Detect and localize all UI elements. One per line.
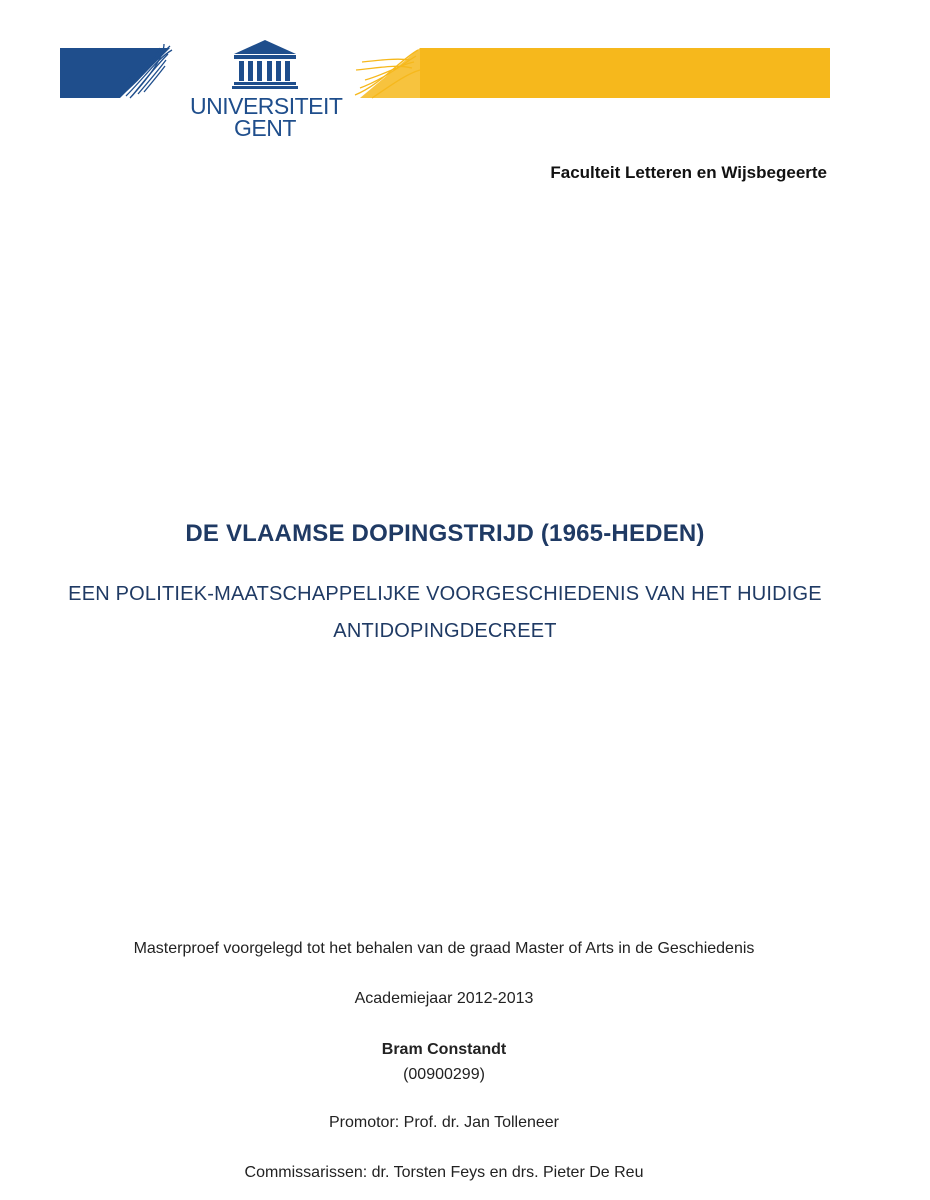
logo-text-line2: GENT	[234, 115, 296, 141]
subtitle-line-1: EEN POLITIEK-MAATSCHAPPELIJKE VOORGESCHIEDENIS VAN HET HUIDIGE	[68, 583, 822, 605]
academic-year: Academiejaar 2012-2013	[354, 990, 534, 1007]
document-subtitle	[40, 576, 850, 650]
subtitle-line-2: ANTIDOPINGDECREET	[333, 620, 557, 642]
author-name: Bram Constandt	[381, 1041, 507, 1058]
columns-building-icon	[230, 38, 300, 90]
logo-brushstroke-bands	[60, 40, 830, 100]
student-number: (00900299)	[403, 1066, 485, 1083]
thesis-note: Masterproef voorgelegd tot het behalen van de graad Master of Arts in de Geschiedenis	[133, 940, 755, 957]
document-title: DE VLAAMSE DOPINGSTRIJD (1965-HEDEN)	[185, 520, 705, 547]
logo-text-line1: UNIVERSITEIT	[190, 93, 343, 119]
faculty-name: Faculteit Letteren en Wijsbegeerte	[550, 163, 827, 182]
promotor: Promotor: Prof. dr. Jan Tolleneer	[328, 1114, 560, 1131]
university-logo	[190, 38, 343, 141]
university-header	[0, 0, 930, 150]
commissioners: Commissarissen: dr. Torsten Feys en drs. Pieter De Reu	[244, 1164, 644, 1181]
